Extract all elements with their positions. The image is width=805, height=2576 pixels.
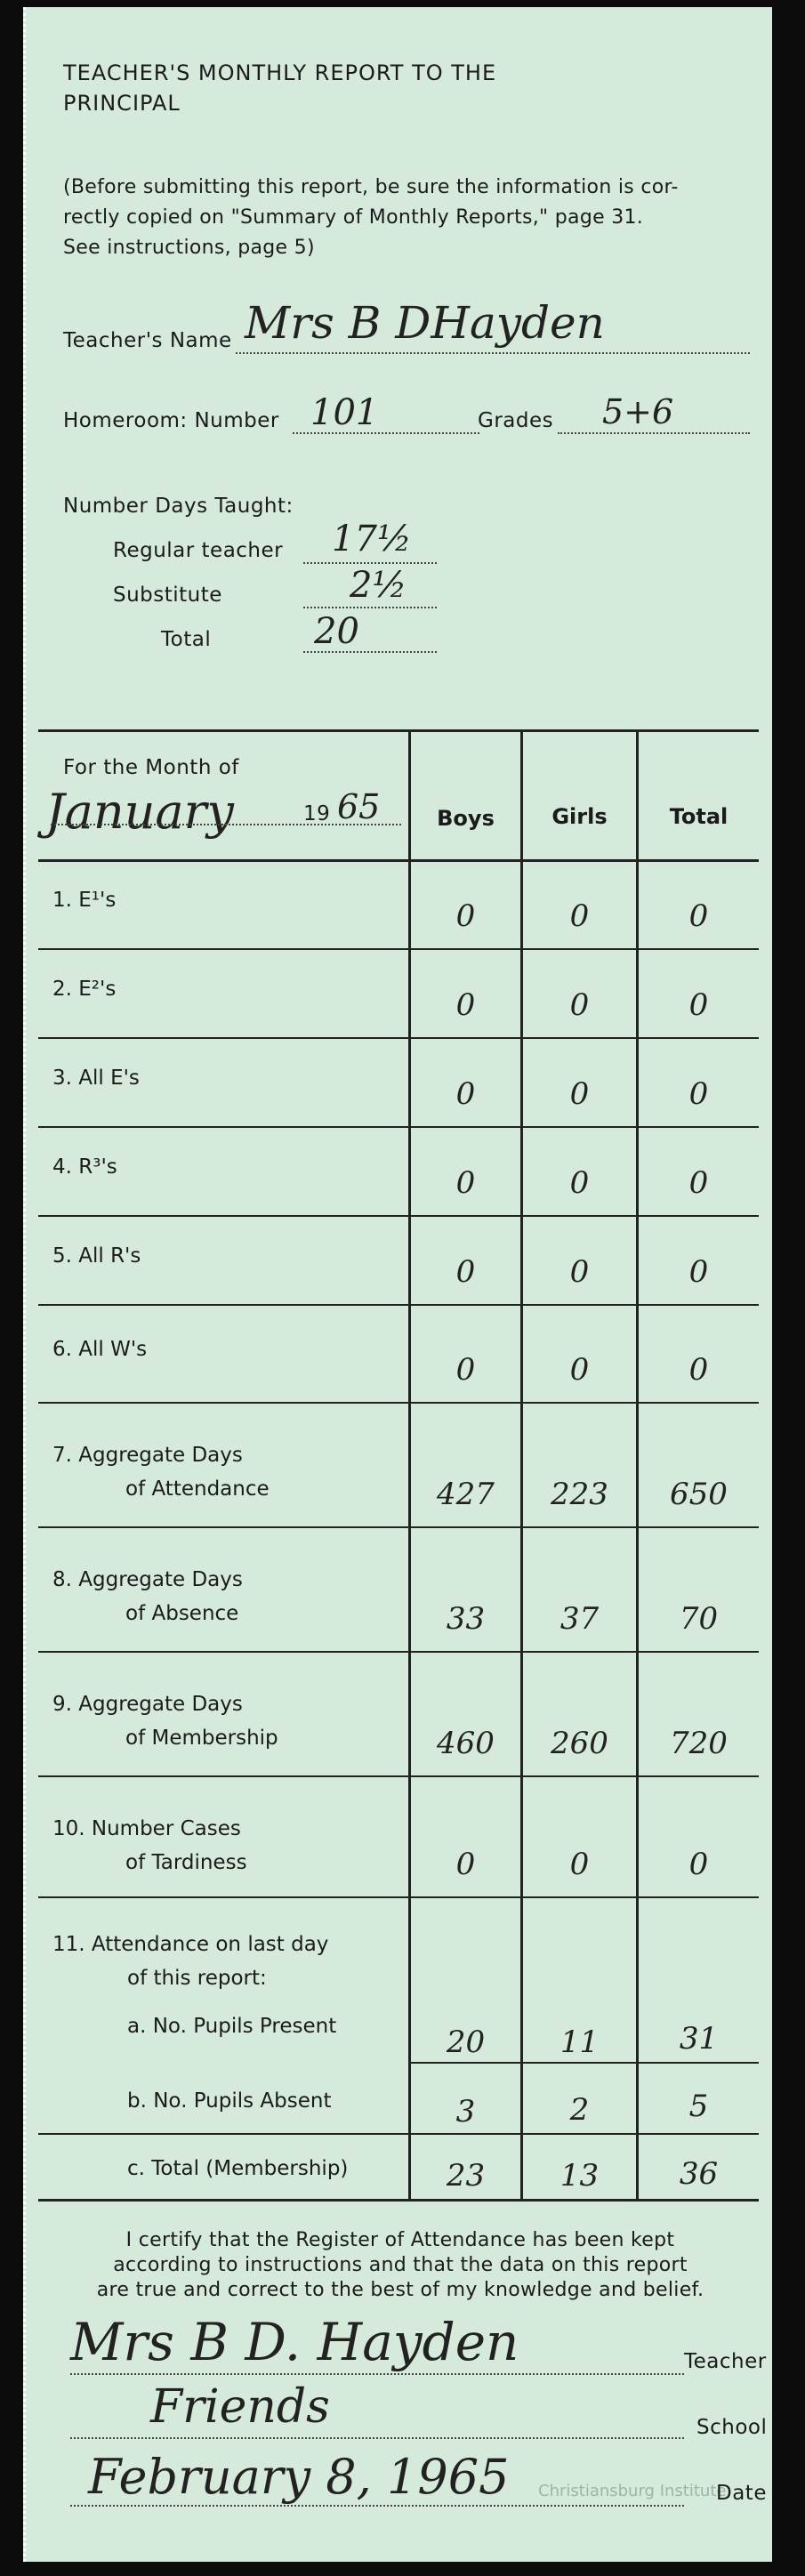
row-6-boys: 0 [455,1352,476,1388]
table-top-rule [38,729,759,732]
row-4-boys: 0 [455,1165,476,1201]
row-4-rule [38,1215,759,1217]
row-3-label: 3. All E's [52,1067,140,1090]
row-8-girls: 37 [559,1601,600,1637]
substitute-value: 2½ [350,565,407,606]
row11c-label: c. Total (Membership) [127,2157,349,2180]
row-5-rule [38,1304,759,1306]
watermark: Christiansburg Institute [538,2482,727,2500]
date-line [70,2505,684,2507]
row-2-total: 0 [688,987,709,1023]
report-form [23,7,772,2562]
month-value: January [45,784,234,840]
row-7-total: 650 [670,1477,728,1512]
row-7-label-line2: of Attendance [125,1477,270,1501]
row11-label-line2: of this report: [127,1967,267,1990]
total-days-value: 20 [314,611,359,652]
row-5-total: 0 [688,1254,709,1290]
row-8-rule [38,1651,759,1653]
row-8-label: 8. Aggregate Days [52,1568,243,1591]
row-3-girls: 0 [569,1076,590,1112]
col-header-total: Total [669,804,729,829]
certify-line3: are true and correct to the best of my knowledge and belief. [96,2279,704,2301]
date-value: February 8, 1965 [88,2449,510,2505]
form-title-line1: TEACHER'S MONTHLY REPORT TO THE [63,60,497,85]
form-title-line2: PRINCIPAL [63,91,181,116]
teacher-label: Teacher [684,2350,767,2373]
row-2-boys: 0 [455,987,476,1023]
row11a-total: 31 [679,2021,719,2057]
certify-line2: according to instructions and that the data on this report [113,2254,688,2276]
teacher-name-label: Teacher's Name [63,329,232,352]
row-10-label-line2: of Tardiness [125,1851,247,1874]
row-7-boys: 427 [437,1477,495,1512]
school-value: Friends [150,2380,330,2434]
row-3-boys: 0 [455,1076,476,1112]
row-3-rule [38,1126,759,1128]
grades-label: Grades [478,409,554,432]
row-9-girls: 260 [551,1726,608,1761]
row-7-rule [38,1526,759,1528]
days-taught-label: Number Days Taught: [63,495,294,518]
row-6-total: 0 [688,1352,709,1388]
row-2-label: 2. E²'s [52,978,117,1001]
row-2-girls: 0 [569,987,590,1023]
teacher-name-value: Mrs B DHayden [245,297,605,349]
regular-teacher-line [303,562,437,564]
row-10-girls: 0 [569,1847,590,1882]
row-2-rule [38,1037,759,1039]
homeroom-number-value: 101 [310,392,379,433]
row-9-total: 720 [670,1726,728,1761]
regular-teacher-label: Regular teacher [113,539,284,562]
instructions-line1: (Before submitting this report, be sure the information is cor- [63,176,679,198]
row-10-total: 0 [688,1847,709,1882]
row11a-girls: 11 [559,2025,600,2060]
row-1-total: 0 [688,898,709,934]
teacher-signature-line [70,2373,684,2375]
substitute-label: Substitute [113,584,222,607]
row-9-boys: 460 [437,1726,495,1761]
month-label: For the Month of [63,756,239,779]
row-10-rule [38,1896,759,1898]
substitute-line [303,607,437,608]
row-9-label-line2: of Membership [125,1727,278,1750]
col-header-girls: Girls [551,804,608,829]
instructions-line2: rectly copied on "Summary of Monthly Reports," page 31. [63,206,644,229]
col-header-boys: Boys [437,806,495,831]
row-4-girls: 0 [569,1165,590,1201]
regular-teacher-value: 17½ [332,519,412,559]
row11b-label: b. No. Pupils Absent [127,2089,332,2113]
row-8-total: 70 [679,1601,719,1637]
row11c-boys: 23 [446,2158,486,2194]
row11a-rule [408,2062,759,2064]
row-4-total: 0 [688,1165,709,1201]
row-6-label: 6. All W's [52,1338,148,1361]
row11b-rule [38,2133,759,2135]
row-9-rule [38,1775,759,1777]
row-1-rule [38,948,759,950]
date-label: Date [716,2482,767,2505]
row-10-label: 10. Number Cases [52,1817,241,1840]
row11-label-line1: 11. Attendance on last day [52,1933,329,1956]
homeroom-label: Homeroom: Number [63,409,279,432]
school-line [70,2437,684,2439]
instructions-line3: See instructions, page 5) [63,237,315,259]
grades-value: 5+6 [602,392,674,431]
row-10-boys: 0 [455,1847,476,1882]
total-days-label: Total [161,628,212,651]
row-5-boys: 0 [455,1254,476,1290]
row-8-boys: 33 [446,1601,486,1637]
year-prefix: 19 [303,802,331,825]
grades-line [558,432,750,434]
row11b-boys: 3 [455,2094,476,2129]
row11c-girls: 13 [559,2158,600,2194]
row-8-label-line2: of Absence [125,1602,239,1625]
row-1-girls: 0 [569,898,590,934]
row11b-total: 5 [688,2089,709,2124]
row11c-total: 36 [679,2156,719,2192]
row-6-girls: 0 [569,1352,590,1388]
row11a-label: a. No. Pupils Present [127,2015,337,2038]
row11a-boys: 20 [446,2025,486,2060]
row-9-label: 9. Aggregate Days [52,1693,243,1716]
row-5-label: 5. All R's [52,1244,141,1268]
school-label: School [696,2416,768,2439]
row-1-label: 1. E¹'s [52,889,117,912]
row-7-label: 7. Aggregate Days [52,1444,243,1467]
teacher-name-line [236,352,750,354]
table-bottom-rule [38,2199,759,2202]
row-7-girls: 223 [551,1477,608,1512]
row-1-boys: 0 [455,898,476,934]
row-4-label: 4. R³'s [52,1155,117,1179]
certify-line1: I certify that the Register of Attendance has been kept [125,2229,675,2251]
teacher-signature: Mrs B D. Hayden [70,2312,519,2372]
header-rule [38,859,759,862]
row-3-total: 0 [688,1076,709,1112]
row11b-girls: 2 [569,2092,590,2128]
row-5-girls: 0 [569,1254,590,1290]
row-6-rule [38,1402,759,1404]
year-value: 65 [337,787,381,826]
